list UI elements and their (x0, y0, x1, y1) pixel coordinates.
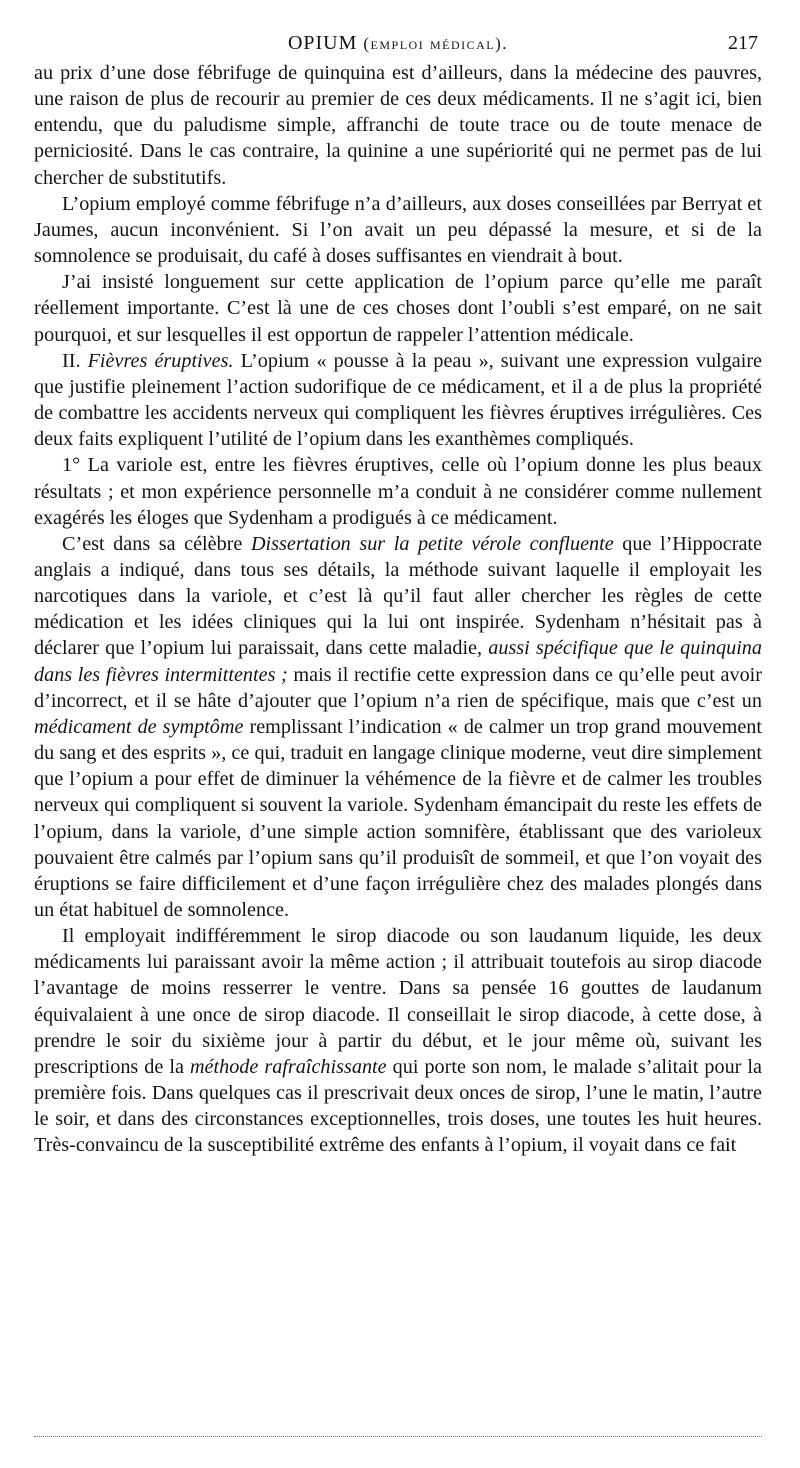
text-run: L’opium employé comme fébrifuge n’a d’ailleurs, aux doses conseillées par Berryat et Jaumes, aucun inconvénient. Si l’on avait un peu dépassé la mesure, et si de la somnolence se produisait, du café à doses suffisantes en viendrait à bout. (34, 192, 762, 268)
paragraph (34, 348, 762, 453)
paragraph (34, 60, 762, 191)
running-title-main: OPIUM (287, 32, 358, 54)
paragraph (34, 191, 762, 269)
italic-run: Dissertation sur la petite vérole confluente (250, 532, 614, 555)
running-title-sub: (emploi médical). (363, 34, 509, 53)
text-run: qui porte son nom, le malade s’alitait pour la première fois. Dans quelques cas il prescrivait deux onces de sirop, l’une le matin, l’autre le soir, et dans des circonstances exceptionnelles, trois doses, une toutes les huit heures. Très-convaincu de la susceptibilité extrême des enfants à l’opium, il voyait dans ce fait (34, 1055, 762, 1157)
footer-dotted-rule (34, 1436, 762, 1437)
paragraph (34, 923, 762, 1158)
text-run: J’ai insisté longuement sur cette application de l’opium parce qu’elle me paraît réellement importante. C’est là une de ces choses dont l’oubli s’est emparé, on ne sait pourquoi, et sur lesquelles il est opportun de rappeler l’attention médicale. (34, 271, 762, 346)
text-run: remplissant l’indication « de calmer un trop grand mouvement du sang et des esprits », ce qui, traduit en langage clinique moderne, veut dire simplement que l’opium a pour effet de diminuer la véhémence de la fièvre et de calmer les troubles nerveux qui compliquent si souvent la variole. Sydenham émancipait du reste les effets de l’opium, dans la variole, d’une simple action somnifère, établissant que des varioleux pouvaient être calmés par l’opium sans qu’il produisît de sommeil, et que l’on voyait des éruptions se faire difficilement et d’une façon irrégulière chez des malades plongés dans un état habituel de somnolence. (34, 715, 762, 921)
text-run: II. (62, 349, 88, 372)
running-head (34, 30, 762, 56)
text-run: mais il rectifie cette expression dans ce qu’elle peut avoir d’incorrect, et il se hâte d’ajouter que l’opium n’a rien de spécifique, mais que c’est un (34, 663, 762, 712)
italic-run: méthode rafraîchissante (189, 1055, 387, 1078)
paragraph (34, 269, 762, 347)
text-run: C’est dans sa célèbre (62, 532, 251, 555)
page-number: 217 (728, 32, 758, 54)
paragraph (34, 531, 762, 923)
text-run: que l’Hippocrate anglais a indiqué, dans tous ses détails, la méthode suivant laquelle il employait les narcotiques dans la variole, et c’est là qu’il faut aller chercher les règles de cette médication et les idées cliniques qui la lui ont inspirée. Sydenham n’hésitait pas à déclarer que l’opium lui paraissait, dans cette maladie, (34, 532, 762, 660)
text-run: L’opium « pousse à la peau », suivant une expression vulgaire que justifie pleinement l’action sudorifique de ce médicament, et il a de plus la propriété de combattre les accidents nerveux qui compliquent les fièvres éruptives irrégulières. Ces deux faits expliquent l’utilité de l’opium dans les exanthèmes compliqués. (34, 349, 762, 451)
running-title (34, 30, 762, 57)
text-run: au prix d’une dose fébrifuge de quinquina est d’ailleurs, dans la médecine des pauvres, une raison de plus de recourir au premier de ces deux médicaments. Il ne s’agit ici, bien entendu, que du paludisme simple, affranchi de toute trace ou de toute menace de perniciosité. Dans le cas contraire, la quinine a une supériorité qui ne permet pas de lui chercher de substitutifs. (34, 62, 762, 189)
italic-run: Fièvres éruptives. (87, 349, 234, 372)
paragraph (34, 452, 762, 530)
text-run: Il employait indifféremment le sirop diacode ou son laudanum liquide, les deux médicaments lui paraissant avoir la même action ; il attribuait toutefois au sirop diacode l’avantage de moins resserrer le ventre. Dans sa pensée 16 gouttes de laudanum équivalaient à une once de sirop diacode. Il conseillait le sirop diacode, à cette dose, à prendre le soir du sixième jour à partir du début, et le jour même où, suivant les prescriptions de la (34, 925, 762, 1078)
italic-run: médicament de symptôme (34, 715, 244, 738)
italic-run: aussi spécifique que le quinquina dans les fièvres intermittentes ; (34, 637, 762, 686)
body-text (34, 60, 762, 1159)
text-run: 1° La variole est, entre les fièvres éruptives, celle où l’opium donne les plus beaux résultats ; et mon expérience personnelle m’a conduit à ne considérer comme nullement exagérés les éloges que Sydenham a prodigués à ce médicament. (34, 454, 762, 529)
